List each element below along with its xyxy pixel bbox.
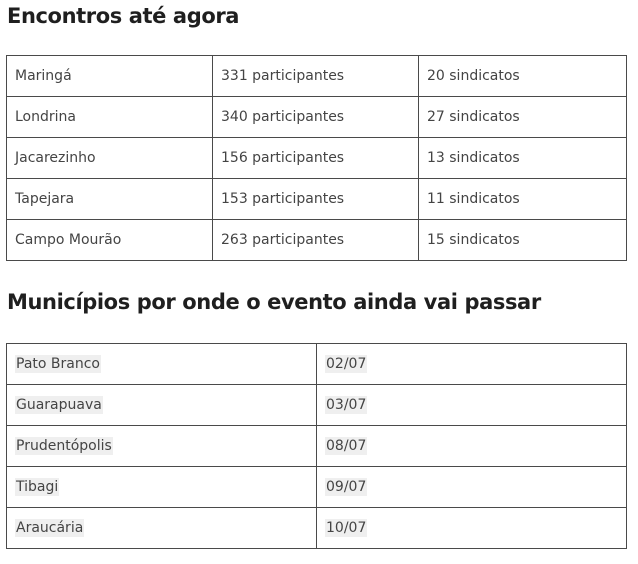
table-cell xyxy=(7,385,317,426)
cell-text: 27 sindicatos xyxy=(427,109,520,125)
cell-text: 263 participantes xyxy=(221,232,345,248)
cell-text: Araucária xyxy=(16,520,84,536)
cell-text: Londrina xyxy=(15,109,76,125)
table-row xyxy=(7,508,627,549)
upcoming-table-body xyxy=(7,344,627,549)
table-cell xyxy=(317,426,627,467)
table-cell xyxy=(317,467,627,508)
cell-text: 03/07 xyxy=(326,397,367,413)
cell-text: Guarapuava xyxy=(16,397,102,413)
cell-text: Campo Mourão xyxy=(15,232,122,248)
table-cell xyxy=(7,344,317,385)
cell-text: Pato Branco xyxy=(16,356,100,372)
table-cell xyxy=(7,56,213,97)
table-cell xyxy=(317,385,627,426)
table-cell xyxy=(7,426,317,467)
cell-text: 331 participantes xyxy=(221,68,345,84)
table-cell xyxy=(317,508,627,549)
table-row xyxy=(7,56,627,97)
table-cell xyxy=(317,344,627,385)
cell-text: Tapejara xyxy=(15,191,75,207)
cell-text: 153 participantes xyxy=(221,191,345,207)
cell-text: Jacarezinho xyxy=(15,150,96,166)
table-cell xyxy=(213,56,419,97)
table-row xyxy=(7,344,627,385)
table-cell xyxy=(7,467,317,508)
cell-text: 02/07 xyxy=(326,356,367,372)
cell-text: Prudentópolis xyxy=(16,438,112,454)
cell-text: 11 sindicatos xyxy=(427,191,520,207)
table-row xyxy=(7,179,627,220)
table-row xyxy=(7,97,627,138)
cell-text: 340 participantes xyxy=(221,109,345,125)
table-row xyxy=(7,138,627,179)
table-cell xyxy=(419,179,627,220)
table-cell xyxy=(213,138,419,179)
table-row xyxy=(7,426,627,467)
table-cell xyxy=(419,97,627,138)
table-cell xyxy=(7,220,213,261)
cell-text: 09/07 xyxy=(326,479,367,495)
table-row xyxy=(7,467,627,508)
cell-text: 13 sindicatos xyxy=(427,150,520,166)
table-cell xyxy=(7,179,213,220)
cell-text: 156 participantes xyxy=(221,150,345,166)
upcoming-table xyxy=(6,343,627,549)
table-cell xyxy=(213,179,419,220)
cell-text: 08/07 xyxy=(326,438,367,454)
cell-text: 15 sindicatos xyxy=(427,232,520,248)
table-row xyxy=(7,385,627,426)
table-cell xyxy=(213,97,419,138)
cell-text: Tibagi xyxy=(16,479,59,495)
table-cell xyxy=(419,56,627,97)
cell-text: 10/07 xyxy=(326,520,367,536)
table-cell xyxy=(7,97,213,138)
table-cell xyxy=(213,220,419,261)
table-cell xyxy=(7,508,317,549)
table-cell xyxy=(7,138,213,179)
section-title-encounters: Encontros até agora xyxy=(7,4,240,28)
table-row xyxy=(7,220,627,261)
section-title-upcoming: Municípios por onde o evento ainda vai passar xyxy=(7,290,541,314)
table-cell xyxy=(419,138,627,179)
table-cell xyxy=(419,220,627,261)
encounters-table xyxy=(6,55,627,261)
cell-text: 20 sindicatos xyxy=(427,68,520,84)
encounters-table-body xyxy=(7,56,627,261)
cell-text: Maringá xyxy=(15,68,72,84)
